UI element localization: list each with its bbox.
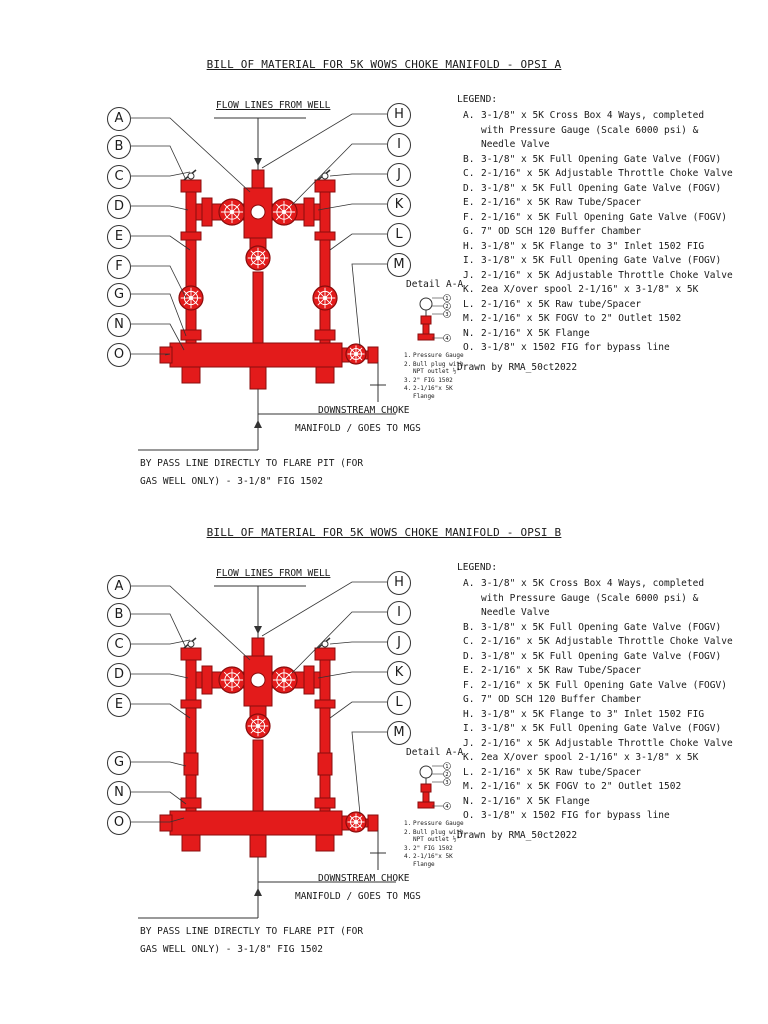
detail-note: 4. 2-1/16"x 5K Flange	[404, 385, 453, 400]
legend-text: Needle Valve	[481, 607, 550, 618]
callout-j: J	[387, 631, 411, 655]
left-leg	[186, 190, 196, 343]
callout-g: G	[107, 751, 131, 775]
inlet-flange	[252, 638, 264, 656]
legend-item	[457, 592, 757, 607]
legend-item	[457, 766, 757, 781]
callout-a: A	[107, 575, 131, 599]
legend-key: I.	[463, 255, 475, 266]
leader-line	[131, 614, 186, 648]
leader-line	[131, 674, 188, 678]
detail-a-a	[418, 763, 451, 811]
right-bottom-flange	[316, 367, 334, 383]
detail-note: 3. 2" FIG 1502	[404, 376, 453, 384]
downstream-label-2: MANIFOLD / GOES TO MGS	[295, 891, 421, 902]
legend-item	[457, 751, 757, 766]
legend-item	[457, 577, 757, 592]
handwheel-valve-icon	[271, 667, 297, 693]
legend-item	[457, 109, 757, 124]
left-leg	[186, 658, 196, 811]
callout-b: B	[107, 135, 131, 159]
legend-text: Needle Valve	[481, 139, 550, 150]
legend-item	[457, 269, 757, 284]
center-riser	[253, 740, 263, 811]
legend-item	[457, 795, 757, 810]
leader-line	[330, 174, 387, 176]
legend-key: L.	[463, 766, 475, 778]
legend-item	[457, 240, 757, 255]
legend-item	[457, 182, 757, 197]
legend-item	[457, 650, 757, 665]
left-bottom-flange	[182, 367, 200, 383]
legend-item	[457, 606, 757, 621]
detail-note: 2. Bull plug with NPT outlet ½"	[404, 360, 464, 375]
legend-text: 2-1/16" X 5K Flange	[481, 327, 590, 339]
legend-item	[457, 167, 757, 182]
legend-item	[457, 298, 757, 313]
callout-f: F	[107, 255, 131, 279]
legend-text: 2ea X/over spool 2-1/16" x 3-1/8" x 5K	[481, 752, 699, 763]
detail-note: 1. Pressure Gauge	[404, 820, 464, 827]
callout-c: C	[107, 165, 131, 189]
legend-item	[457, 737, 757, 752]
leader-line	[131, 792, 186, 804]
legend-key: C.	[463, 168, 475, 179]
legend-key	[457, 124, 481, 139]
buffer-chamber	[170, 343, 342, 367]
flange	[315, 330, 335, 340]
legend-text: 2-1/16" x 5K Adjustable Throttle Choke Valve	[481, 168, 733, 179]
detail-note: 1. Pressure Gauge	[404, 352, 464, 359]
detail-a-a	[418, 295, 451, 343]
legend-text: 2-1/16" x 5K Full Opening Gate Valve (FOGV)	[481, 211, 727, 223]
header-end-left	[160, 815, 172, 831]
legend-key: B.	[463, 153, 475, 165]
legend-item	[457, 211, 757, 226]
legend-key: G.	[463, 694, 475, 705]
leader-line	[131, 762, 186, 766]
detail-number: 1	[445, 764, 449, 771]
flange	[304, 666, 314, 694]
legend-item	[457, 138, 757, 153]
callout-g: G	[107, 283, 131, 307]
legend-item	[457, 341, 757, 356]
legend-key: I.	[463, 723, 475, 734]
legend-text: 3-1/8" x 5K Full Opening Gate Valve (FOGV)	[481, 182, 722, 194]
legend-key	[457, 592, 481, 607]
legend-item	[457, 153, 757, 168]
legend-key: E.	[463, 665, 475, 676]
legend-text: 3-1/8" x 1502 FIG for bypass line	[481, 810, 670, 821]
callout-b: B	[107, 603, 131, 627]
inlet-flange	[252, 170, 264, 188]
legend-text: 3-1/8" x 5K Full Opening Gate Valve (FOGV)	[481, 621, 722, 633]
callout-e: E	[107, 693, 131, 717]
legend-text: 2-1/16" x 5K Raw tube/Spacer	[481, 298, 642, 310]
downstream-label-2: MANIFOLD / GOES TO MGS	[295, 423, 421, 434]
flange	[304, 198, 314, 226]
legend-item	[457, 196, 757, 211]
handwheel-valve-icon	[346, 812, 366, 832]
flange	[181, 700, 201, 708]
legend-text: 2-1/16" x 5K FOGV to 2" Outlet 1502	[481, 781, 682, 792]
legend-title: LEGEND:	[457, 562, 498, 573]
leader-line	[131, 172, 190, 176]
drawn-by: Drawn by RMA_50ct2022	[457, 829, 578, 841]
handwheel-valve-icon	[246, 714, 270, 738]
left-bottom-flange	[182, 835, 200, 851]
center-riser	[253, 272, 263, 343]
bypass-flange	[250, 367, 266, 389]
callout-k: K	[387, 661, 411, 685]
legend-item	[457, 124, 757, 139]
right-bottom-flange	[316, 835, 334, 851]
detail-number: 4	[445, 804, 449, 811]
bypass-label-2: GAS WELL ONLY) - 3-1/8" FIG 1502	[140, 944, 324, 955]
legend-key: N.	[463, 795, 475, 807]
leader-line	[262, 582, 387, 636]
callout-n: N	[107, 781, 131, 805]
legend-key: A.	[463, 578, 475, 589]
flow-lines-label: FLOW LINES FROM WELL	[216, 568, 331, 579]
leader-line	[330, 702, 387, 718]
legend-text: with Pressure Gauge (Scale 6000 psi) &	[481, 592, 699, 604]
leader-line	[330, 642, 387, 644]
legend-text: 3-1/8" x 5K Full Opening Gate Valve (FOGV)	[481, 255, 722, 266]
callout-i: I	[387, 601, 411, 625]
leader-line	[352, 264, 387, 346]
legend-text: 3-1/8" x 5K Full Opening Gate Valve (FOGV)	[481, 153, 722, 165]
legend-key: J.	[463, 737, 475, 749]
legend-key: L.	[463, 298, 475, 310]
handwheel-valve-icon	[219, 667, 245, 693]
leader-line	[352, 732, 387, 814]
legend-item	[457, 312, 757, 327]
leader-line	[131, 206, 188, 210]
legend-text: 3-1/8" x 5K Flange to 3" Inlet 1502 FIG	[481, 240, 705, 252]
legend-item	[457, 679, 757, 694]
bypass-flange	[250, 835, 266, 857]
legend-item	[457, 664, 757, 679]
downstream-label-1: DOWNSTREAM CHOKE	[318, 405, 410, 416]
leader-line	[131, 266, 186, 298]
legend-key: N.	[463, 327, 475, 339]
legend-text: 2-1/16" x 5K Full Opening Gate Valve (FOGV)	[481, 679, 727, 691]
handwheel-valve-icon	[179, 286, 203, 310]
legend-key: M.	[463, 781, 475, 792]
right-leg	[320, 190, 330, 343]
legend-key: C.	[463, 636, 475, 647]
legend-text: 7" OD SCH 120 Buffer Chamber	[481, 694, 642, 705]
legend-item	[457, 635, 757, 650]
legend-key: H.	[463, 708, 475, 720]
left-top-flange	[181, 648, 201, 660]
legend-key: B.	[463, 621, 475, 633]
legend	[457, 94, 757, 373]
cross-box-port	[251, 205, 265, 219]
legend-key: H.	[463, 240, 475, 252]
legend-item	[457, 621, 757, 636]
handwheel-valve-icon	[313, 286, 337, 310]
legend-key: K.	[463, 284, 475, 295]
callout-o: O	[107, 811, 131, 835]
leader-line	[292, 612, 387, 673]
flange	[202, 666, 212, 694]
legend-item	[457, 722, 757, 737]
legend-key: K.	[463, 752, 475, 763]
spacer-right	[318, 753, 332, 775]
right-top-flange	[315, 648, 335, 660]
legend-key: A.	[463, 110, 475, 121]
detail-number: 3	[445, 312, 449, 319]
legend-text: 3-1/8" x 5K Cross Box 4 Ways, completed	[481, 578, 705, 589]
legend-item	[457, 693, 757, 708]
callout-a: A	[107, 107, 131, 131]
detail-number: 4	[445, 336, 449, 343]
legend-text: 2-1/16" x 5K Raw Tube/Spacer	[481, 665, 642, 676]
callout-o: O	[107, 343, 131, 367]
legend	[457, 562, 757, 841]
legend-item	[457, 254, 757, 269]
callout-l: L	[387, 223, 411, 247]
detail-number: 3	[445, 780, 449, 787]
legend-text: 2-1/16" x 5K Adjustable Throttle Choke Valve	[481, 269, 733, 281]
callout-h: H	[387, 103, 411, 127]
pressure-gauge-icon	[420, 298, 432, 310]
flow-lines-label: FLOW LINES FROM WELL	[216, 100, 331, 111]
legend-item	[457, 225, 757, 240]
downstream-label-1: DOWNSTREAM CHOKE	[318, 873, 410, 884]
cross-box-port	[251, 673, 265, 687]
legend-item	[457, 283, 757, 298]
bypass-label-1: BY PASS LINE DIRECTLY TO FLARE PIT (FOR	[140, 458, 364, 469]
legend-title: LEGEND:	[457, 94, 498, 105]
legend-key: O.	[463, 810, 475, 821]
legend-key	[457, 138, 481, 153]
legend-item	[457, 780, 757, 795]
legend-key: J.	[463, 269, 475, 281]
legend-text: 2-1/16" x 5K Raw Tube/Spacer	[481, 197, 642, 208]
leader-line	[131, 294, 186, 336]
drawn-by: Drawn by RMA_50ct2022	[457, 361, 578, 373]
flange	[315, 232, 335, 240]
callout-h: H	[387, 571, 411, 595]
legend-text: with Pressure Gauge (Scale 6000 psi) &	[481, 124, 699, 136]
legend-text: 2-1/16" X 5K Flange	[481, 795, 590, 807]
legend-item	[457, 809, 757, 824]
callout-e: E	[107, 225, 131, 249]
drawing-sheet-b	[0, 468, 768, 980]
detail-note: 4. 2-1/16"x 5K Flange	[404, 853, 453, 868]
callout-n: N	[107, 313, 131, 337]
callout-j: J	[387, 163, 411, 187]
legend-text: 3-1/8" x 5K Flange to 3" Inlet 1502 FIG	[481, 708, 705, 720]
flange	[315, 700, 335, 708]
sheet-title: BILL OF MATERIAL FOR 5K WOWS CHOKE MANIFOLD - OPSI A	[206, 58, 562, 71]
callout-k: K	[387, 193, 411, 217]
detail-note: 3. 2" FIG 1502	[404, 844, 453, 852]
legend-key: D.	[463, 650, 475, 662]
legend-text: 3-1/8" x 1502 FIG for bypass line	[481, 342, 670, 353]
legend-text: 2ea X/over spool 2-1/16" x 3-1/8" x 5K	[481, 284, 699, 295]
legend-key: F.	[463, 679, 475, 691]
left-top-flange	[181, 180, 201, 192]
detail-title: Detail A-A	[406, 279, 464, 290]
legend-key: E.	[463, 197, 475, 208]
legend-text: 3-1/8" x 5K Full Opening Gate Valve (FOGV)	[481, 723, 722, 734]
right-top-flange	[315, 180, 335, 192]
legend-key: F.	[463, 211, 475, 223]
legend-text: 7" OD SCH 120 Buffer Chamber	[481, 226, 642, 237]
callout-d: D	[107, 663, 131, 687]
bypass-label-1: BY PASS LINE DIRECTLY TO FLARE PIT (FOR	[140, 926, 364, 937]
legend-text: 3-1/8" x 5K Cross Box 4 Ways, completed	[481, 110, 705, 121]
callout-m: M	[387, 721, 411, 745]
detail-number: 1	[445, 296, 449, 303]
flange	[181, 232, 201, 240]
detail-number: 2	[445, 772, 449, 779]
spacer-left	[184, 753, 198, 775]
legend-item	[457, 708, 757, 723]
flange	[315, 798, 335, 808]
detail-title: Detail A-A	[406, 747, 464, 758]
handwheel-valve-icon	[271, 199, 297, 225]
legend-text: 2-1/16" x 5K Adjustable Throttle Choke Valve	[481, 737, 733, 749]
outlet-flange	[368, 815, 378, 831]
callout-c: C	[107, 633, 131, 657]
callout-i: I	[387, 133, 411, 157]
leader-line	[262, 114, 387, 168]
handwheel-valve-icon	[219, 199, 245, 225]
legend-key	[457, 606, 481, 621]
detail-number: 2	[445, 304, 449, 311]
sheet-title: BILL OF MATERIAL FOR 5K WOWS CHOKE MANIFOLD - OPSI B	[206, 526, 562, 539]
legend-text: 3-1/8" x 5K Full Opening Gate Valve (FOGV)	[481, 650, 722, 662]
right-leg	[320, 658, 330, 811]
outlet-flange	[368, 347, 378, 363]
legend-text: 2-1/16" x 5K Raw tube/Spacer	[481, 766, 642, 778]
legend-key: M.	[463, 313, 475, 324]
flange	[202, 198, 212, 226]
legend-key: O.	[463, 342, 475, 353]
detail-note: 2. Bull plug with NPT outlet ½"	[404, 828, 464, 843]
handwheel-valve-icon	[246, 246, 270, 270]
callout-l: L	[387, 691, 411, 715]
handwheel-valve-icon	[346, 344, 366, 364]
callout-d: D	[107, 195, 131, 219]
leader-line	[330, 234, 387, 250]
bypass-label-2: GAS WELL ONLY) - 3-1/8" FIG 1502	[140, 476, 324, 487]
legend-key: G.	[463, 226, 475, 237]
legend-text: 2-1/16" x 5K FOGV to 2" Outlet 1502	[481, 313, 682, 324]
buffer-chamber	[170, 811, 342, 835]
legend-key: D.	[463, 182, 475, 194]
legend-text: 2-1/16" x 5K Adjustable Throttle Choke Valve	[481, 636, 733, 647]
pressure-gauge-icon	[420, 766, 432, 778]
leader-line	[292, 144, 387, 205]
leader-line	[131, 640, 190, 644]
leader-line	[131, 146, 186, 180]
legend-item	[457, 327, 757, 342]
callout-m: M	[387, 253, 411, 277]
